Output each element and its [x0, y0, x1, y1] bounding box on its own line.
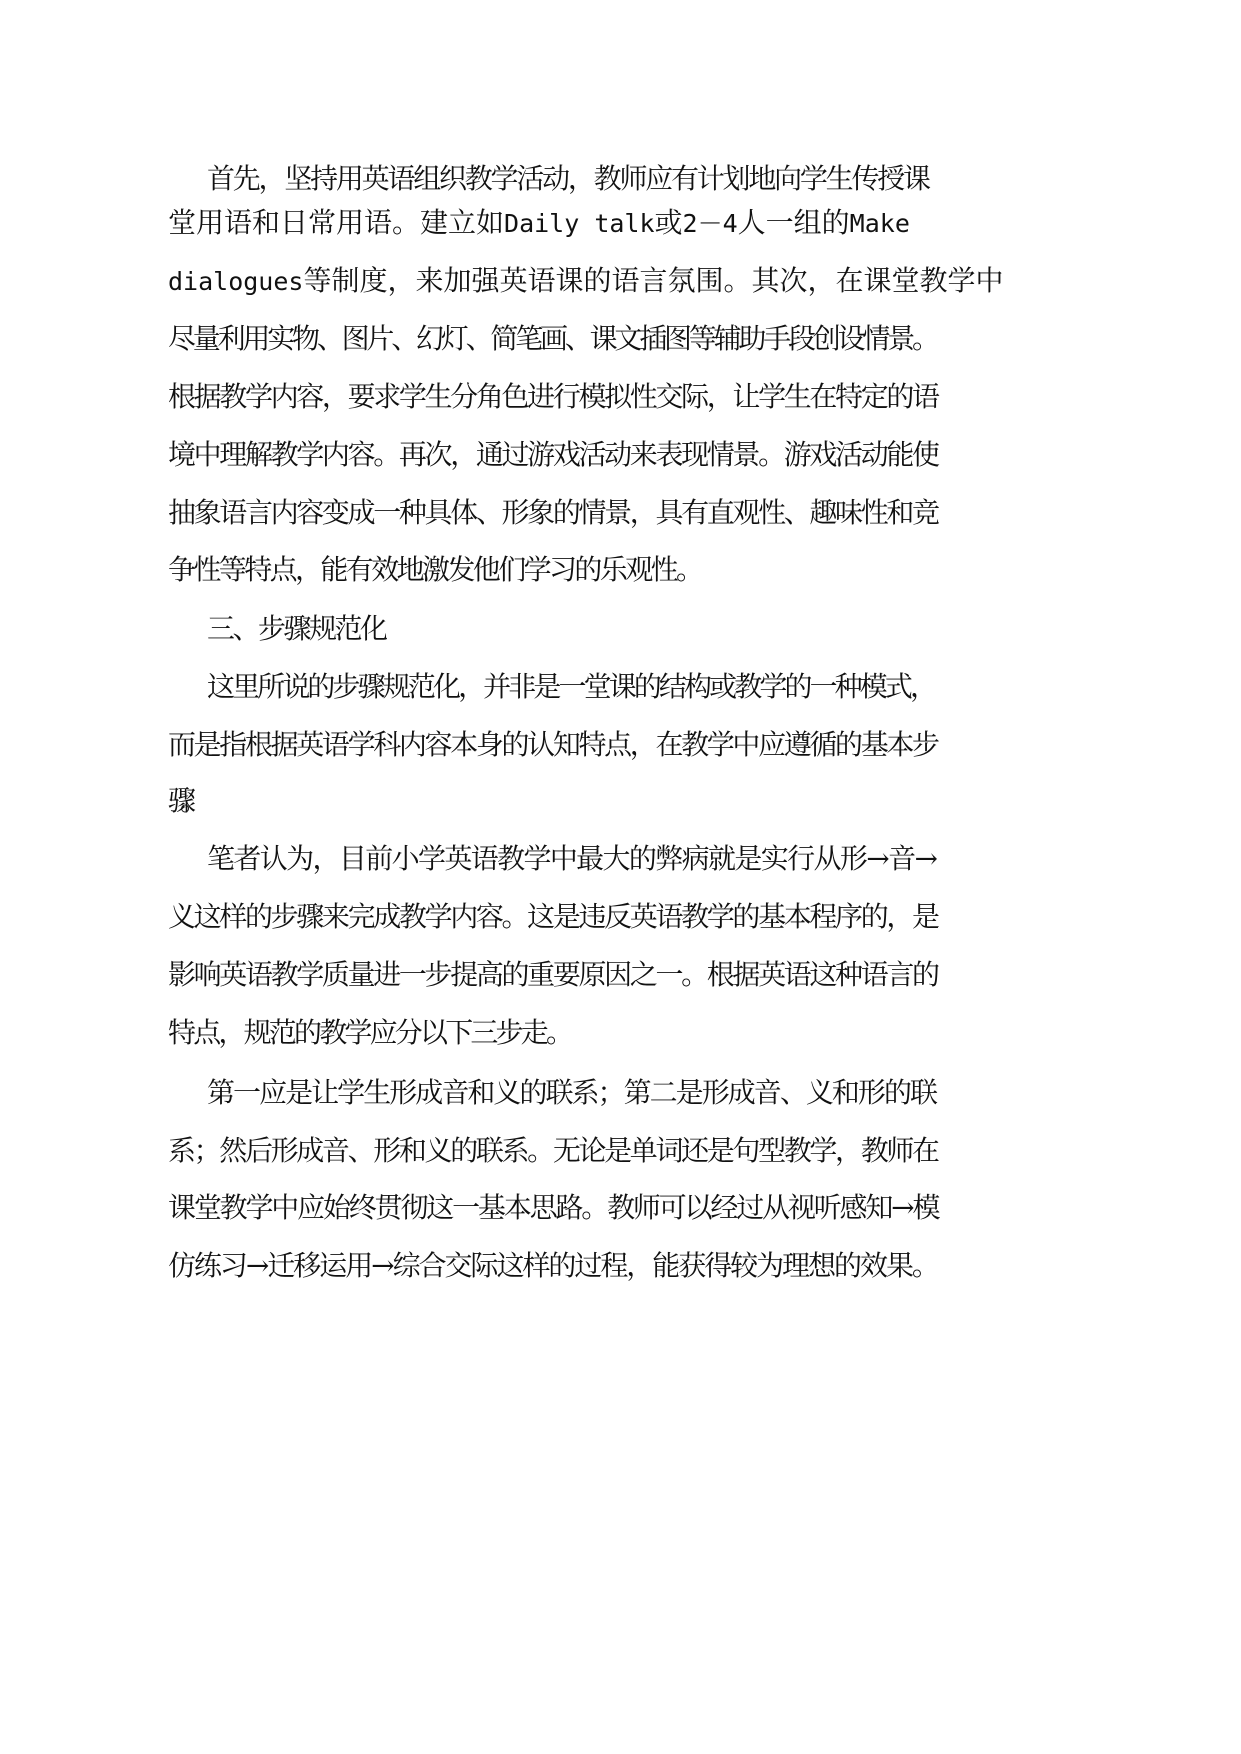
paragraph-1-line-2-latin-daily-talk: Daily talk	[504, 209, 655, 238]
paragraph-3-line-1: 笔者认为，目前小学英语教学中最大的弊病就是实行从形→音→	[207, 842, 937, 875]
paragraph-3-line-4: 特点，规范的教学应分以下三步走。	[168, 1016, 572, 1049]
paragraph-1-line-3-text-b: 等制度，来加强英语课的语言氛围。其次，在课堂教学中	[303, 264, 1004, 297]
paragraph-1-line-3-latin-dialogues: dialogues	[168, 267, 304, 296]
paragraph-1-line-7: 抽象语言内容变成一种具体、形象的情景，具有直观性、趣味性和竞	[168, 496, 938, 529]
paragraph-3-line-2: 义这样的步骤来完成教学内容。这是违反英语教学的基本程序的，是	[168, 900, 938, 933]
paragraph-4-line-4: 仿练习→迁移运用→综合交际这样的过程，能获得较为理想的效果。	[168, 1249, 938, 1282]
paragraph-1-line-2-latin-range: 2－4	[682, 209, 738, 238]
paragraph-1-line-2-text-a: 堂用语和日常用语。建立如	[168, 206, 505, 239]
paragraph-1-line-4: 尽量利用实物、图片、幻灯、简笔画、课文插图等辅助手段创设情景。	[168, 322, 937, 355]
paragraph-4-line-2: 系；然后形成音、形和义的联系。无论是单词还是句型教学，教师在	[168, 1134, 938, 1167]
paragraph-2-line-2: 而是指根据英语学科内容本身的认知特点，在教学中应遵循的基本步	[168, 728, 938, 761]
paragraph-2-line-1: 这里所说的步骤规范化，并非是一堂课的结构或教学的一种模式，	[207, 670, 936, 703]
paragraph-4-line-1: 第一应是让学生形成音和义的联系；第二是形成音、义和形的联	[207, 1076, 937, 1109]
paragraph-2-line-3: 骤。	[168, 784, 193, 817]
paragraph-4-line-3: 课堂教学中应始终贯彻这一基本思路。教师可以经过从视听感知→模	[168, 1191, 939, 1224]
paragraph-3-line-3: 影响英语教学质量进一步提高的重要原因之一。根据英语这种语言的	[168, 958, 938, 991]
paragraph-1-line-5: 根据教学内容，要求学生分角色进行模拟性交际，让学生在特定的语	[168, 380, 938, 413]
paragraph-1-line-2-text-e: 人一组的	[737, 206, 850, 239]
paragraph-1-line-2-text-c: 或	[654, 206, 683, 239]
paragraph-1-line-6: 境中理解教学内容。再次，通过游戏活动来表现情景。游戏活动能使	[168, 438, 938, 471]
paragraph-1-line-1: 首先，坚持用英语组织教学活动，教师应有计划地向学生传授课	[207, 162, 929, 195]
paragraph-1-line-3	[168, 264, 1004, 297]
paragraph-1-line-2	[168, 206, 910, 239]
section-heading-3: 三、步骤规范化	[207, 612, 386, 645]
paragraph-1-line-2-latin-make: Make	[849, 209, 910, 238]
paragraph-1-line-8: 争性等特点，能有效地激发他们学习的乐观性。	[168, 553, 702, 586]
